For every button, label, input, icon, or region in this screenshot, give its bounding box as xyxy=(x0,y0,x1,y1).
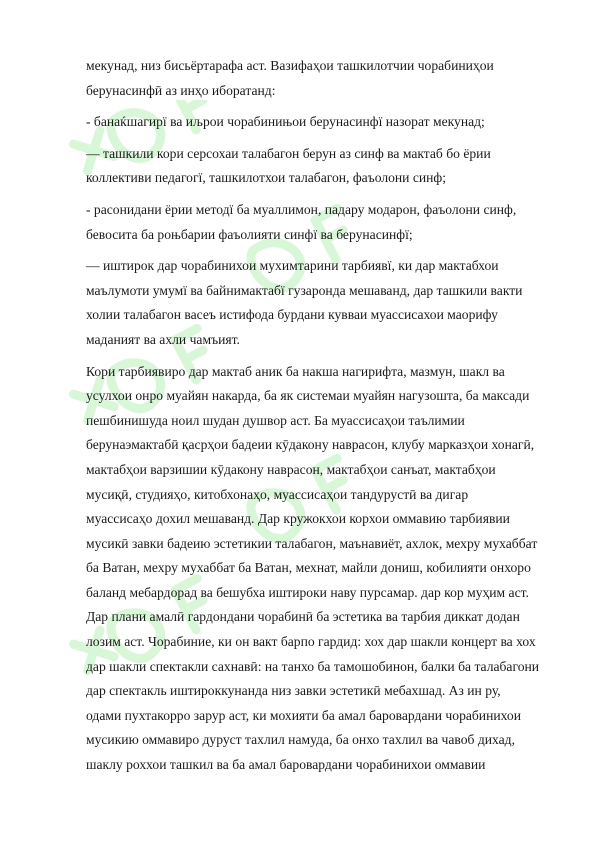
text-line: холии талабагон васеъ истифода бурдани кувваи муассисахои маорифу xyxy=(86,307,498,323)
text-line: Кори тарбиявиро дар мактаб аник ба накша нагирифта, мазмун, шакл ва xyxy=(86,363,505,379)
paragraph xyxy=(86,110,556,135)
paragraph xyxy=(86,254,556,352)
text-line: маданият ва ахли чамъият. xyxy=(86,331,240,347)
text-line: усулхои онро муайян накарда, ба як системаи муайян нагузошта, ба максади xyxy=(86,388,530,404)
text-line: муассисаҳо дохил мешаванд. Дар кружокхои корхои оммавию тарбиявии xyxy=(86,511,510,527)
text-line: Дар плани амалӣ гардондани чорабинӣ ба эстетика ва тарбия диккат додан xyxy=(86,609,520,625)
text-line: — ташкили кори серсохаи талабагон берун аз синф ва мактаб бо ёрии xyxy=(86,145,491,161)
paragraph xyxy=(86,198,556,247)
document-body xyxy=(86,54,556,785)
text-line: мусикию оммавиро дуруст тахлил намуда, ба онхо тахлил ва чавоб дихад, xyxy=(86,732,515,748)
paragraph xyxy=(86,54,556,103)
text-line: мактабҳои варзишии кӯдакону наврасон, мактабҳои санъат, мактабҳои xyxy=(86,461,496,477)
text-line: дар спектакль иштироккунанда низ завки эстетикӣ мебахшад. Аз ин ру, xyxy=(86,683,501,699)
text-line: мусиқӣ, студияҳо, китобхонаҳо, муассисаҳои тандурустӣ ва дигар xyxy=(86,486,469,502)
text-line: лозим аст. Чорабиние, ки он вакт барпо гардид: хох дар шакли концерт ва хох xyxy=(86,634,536,650)
text-line: мекунад, низ бисьёртарафа аст. Вазифаҳои ташкилотчии чорабиниҳои xyxy=(86,58,494,73)
text-line: баланд мебардорад ва бешубха иштироки наву пурсамар. дар кор муҳим аст. xyxy=(86,584,529,600)
text-line: - банаќшагирї ва иљрои чорабинињои берунасинфї назорат мекунад; xyxy=(86,114,485,130)
text-line: шаклу роххои ташкил ва ба амал баровардани чорабинихои оммавии xyxy=(86,757,486,773)
text-line: пешбинишуда ноил шудан душвор аст. Ба муассисаҳои таълимии xyxy=(86,412,465,428)
text-line: берунасинфӣ аз инҳо иборатанд: xyxy=(86,82,276,98)
text-line: бевосита ба роњбарии фаъолияти синфї ва берунасинфї; xyxy=(86,226,413,242)
text-line: берунаэмактабӣ қасрҳои бадеии кӯдакону наврасон, клубу марказҳои хонагӣ, xyxy=(86,437,535,453)
text-line: — иштирок дар чорабинихои мухимтарини тарбиявї, ки дар мактабхои xyxy=(86,258,499,274)
text-line: одами пухтакорро зарур аст, ки мохияти ба амал баровардани чорабинихои xyxy=(86,707,521,723)
paragraph xyxy=(86,360,556,778)
text-line: коллективи педагогї, ташкилотхои талабагон, фаъолони синф; xyxy=(86,170,447,186)
text-line: ба Ватан, мехру мухаббат ба Ватан, мехнат, майли дониш, кобилияти онхоро xyxy=(86,560,531,576)
text-line: мусикӣ завки бадеию эстетикии талабагон, маънавиёт, ахлок, мехру мухаббат xyxy=(86,535,538,551)
text-line: - расонидани ёрии методї ба муаллимон, падару модарон, фаъолони синф, xyxy=(86,201,517,217)
text-line: дар шакли спектакли сахнавӣ: на танхо ба тамошобинон, балки ба талабагони xyxy=(86,658,540,674)
paragraph xyxy=(86,142,556,191)
text-line: маълумоти умумї ва байнимактабї гузаронда мешаванд, дар ташкили вакти xyxy=(86,282,523,298)
